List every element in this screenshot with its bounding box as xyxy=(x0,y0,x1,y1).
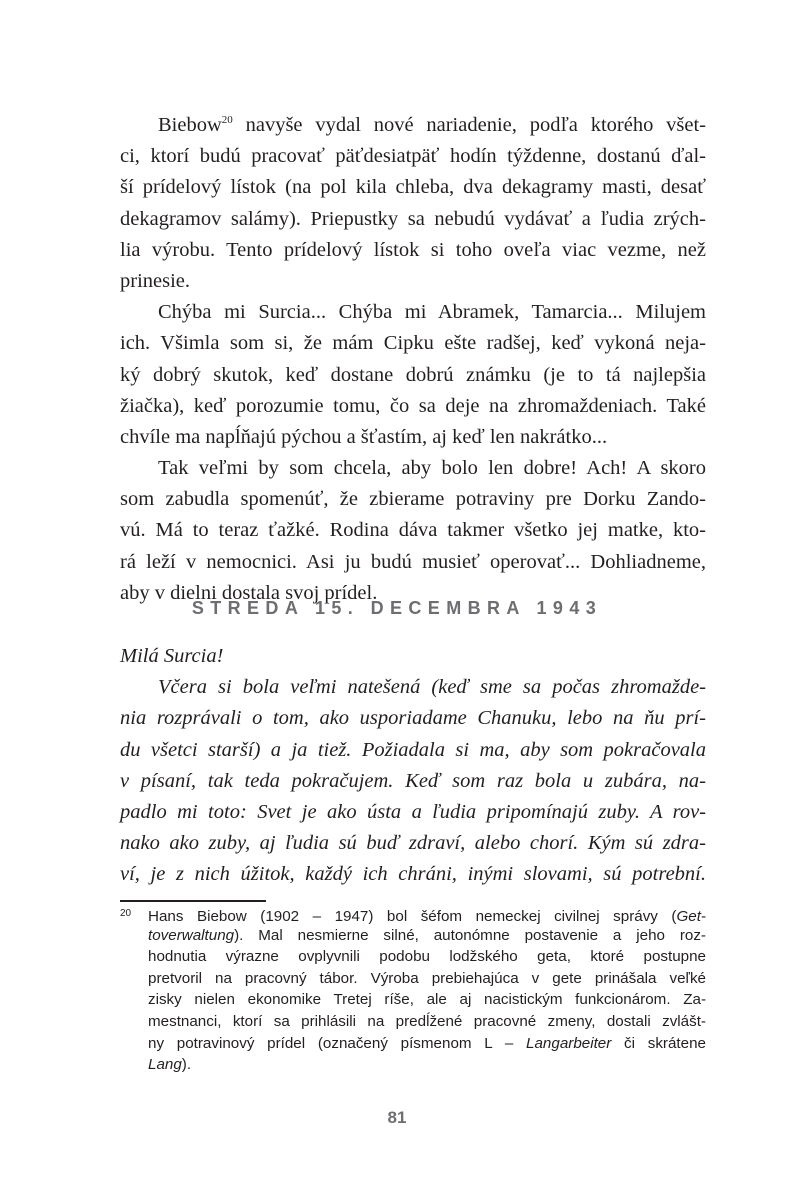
paragraph-1-line: Biebow$^{20}$ navyše vydal nové nariadenie, podľa ktorého všet- xyxy=(158,114,706,136)
paragraph-1-line: prinesie. xyxy=(120,269,191,292)
paragraph-2-line: Chýba mi Surcia... Chýba mi Abramek, Tamarcia... Milujem xyxy=(158,301,706,324)
paragraph-3-line: rá leží v nemocnici. Asi ju budú musieť operovať... Dohliadneme, xyxy=(120,550,706,573)
paragraph-2-line: ich. Všimla som si, že mám Cipku ešte radšej, keď vykoná neja- xyxy=(120,332,706,355)
body-text-bottom xyxy=(120,641,706,891)
footnote-reference: 20 xyxy=(221,114,233,126)
body-text-top xyxy=(120,110,706,609)
paragraph-2-line: žiačka), keď porozumie tomu, čo sa deje na zhromaždeniach. Také xyxy=(120,394,706,417)
footnote-line: hodnutia výrazne ovplyvnili podobu lodžského geta, ktoré postupne xyxy=(148,948,706,966)
footnote-number: 20 xyxy=(120,908,132,919)
paragraph-1-line: dekagramov salámy). Priepustky sa nebudú vydávať a ľudia zrých- xyxy=(120,207,706,230)
letter-line: nako ako zuby, aj ľudia sú buď zdraví, alebo chorí. Kým sú zdra- xyxy=(120,832,706,855)
section-heading: STREDA 15. DECEMBRA 1943 xyxy=(191,598,603,618)
footnote-line: pretvoril na pracovný tábor. Výroba prebiehajúca v gete prinášala veľké xyxy=(148,969,706,987)
footnote-line: 20 Hans Biebow (1902 – 1947) bol šéfom nemeckej civilnej správy (Get- xyxy=(120,903,706,925)
paragraph-1-line: ší prídelový lístok (na pol kila chleba, dva dekagramy masti, desať xyxy=(120,176,706,199)
paragraph-3-line: vú. Má to teraz ťažké. Rodina dáva takmer všetko jej matke, kto- xyxy=(120,519,706,542)
footnote xyxy=(120,903,706,1076)
paragraph-2-line: ký dobrý skutok, keď dostane dobrú známku (je to tá najlepšia xyxy=(120,363,706,386)
footnote-line: mestnanci, ktorí sa prihlásili na predĺžené pracovné zmeny, dostali zvlášt- xyxy=(148,1012,706,1030)
footnote-line: ny potravinový prídel (označený písmenom L – Langarbeiter či skrátene xyxy=(148,1034,706,1052)
footnote-line: toverwaltung). Mal nesmierne silné, autonómne postavenie a jeho roz- xyxy=(148,926,706,944)
salutation: Milá Surcia! xyxy=(120,645,224,667)
paragraph-3-line: Tak veľmi by som chcela, aby bolo len dobre! Ach! A skoro xyxy=(158,457,706,480)
paragraph-2-line: chvíle ma napĺňajú pýchou a šťastím, aj keď len nakrátko... xyxy=(120,425,608,448)
footnote-line: Lang). xyxy=(148,1056,192,1074)
letter-line: padlo mi toto: Svet je ako ústa a ľudia pripomínajú zuby. A rov- xyxy=(120,800,706,823)
letter-line: v písaní, tak teda pokračujem. Keď som raz bola u zubára, na- xyxy=(120,769,706,792)
letter-line: Včera si bola veľmi natešená (keď sme sa počas zhromažde- xyxy=(158,676,706,699)
footnote-separator xyxy=(120,900,266,902)
paragraph-3-line: aby v dielni dostala svoj prídel. xyxy=(120,581,378,604)
letter-line: du všetci starší) a ja tiež. Požiadala si ma, aby som pokračovala xyxy=(120,738,706,761)
paragraph-1-line: ci, ktorí budú pracovať päťdesiatpäť hodín týždenne, dostanú ďal- xyxy=(120,145,706,168)
paragraph-3-line: som zabudla spomenúť, že zbierame potraviny pre Dorku Zando- xyxy=(120,488,706,511)
footnote-line: zisky nielen ekonomike Tretej ríše, ale aj nacistickým funkcionárom. Za- xyxy=(148,991,706,1009)
paragraph-1-line: lia výrobu. Tento prídelový lístok si toho oveľa viac vezme, než xyxy=(120,238,706,261)
letter-line: nia rozprávali o tom, ako usporiadame Chanuku, lebo na ňu prí- xyxy=(120,707,706,730)
page-number: 81 xyxy=(387,1108,407,1127)
letter-line: ví, je z nich úžitok, každý ich chráni, inými slovami, sú potrební. xyxy=(120,863,706,886)
